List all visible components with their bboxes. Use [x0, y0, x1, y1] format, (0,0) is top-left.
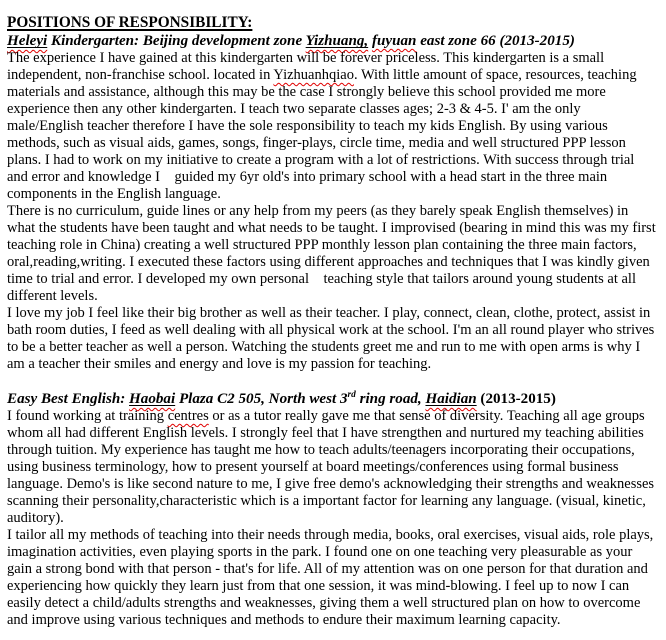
misspelled-word	[7, 33, 47, 49]
para-easy-best-1	[7, 408, 658, 527]
misspelled-word	[129, 391, 175, 407]
document-body	[7, 32, 658, 629]
text-run: There is no curriculum, guide lines or any help from my peers (as they barely speak English themselves) in what the students have been taught and what needs to be taught. I improvised (bearing in mind this was my first teaching role in China) creating a well structured PPP monthly lesson plan containing the three main factors, oral,reading,writing. I executed these factors using different approaches and techniques that I was kindly given time to trial and error. I developed my own personal teaching style that tailors around young students at all different levels.	[7, 203, 656, 304]
blank-line	[7, 373, 658, 390]
heading-easy-best-english	[7, 390, 658, 408]
misspelled-word: Heleyi	[7, 33, 48, 49]
text-run: Easy Best English:	[7, 391, 130, 407]
misspelled-word	[306, 33, 369, 49]
para-kindergarten-1	[7, 50, 658, 203]
heading-heleyi-kindergarten	[7, 32, 658, 50]
misspelled-word: Haidian	[425, 391, 477, 407]
text-run: (2013-2015)	[480, 391, 556, 407]
misspelled-word: Haobai	[129, 391, 176, 407]
misspelled-word	[425, 391, 476, 407]
text-run: or as a tutor really gave me that sense of diversity. Teaching all age groups whom all had different English levels. I strongly feel that I have strengthen and nurtured my teaching abilities through tuition. My experience has taught me how to teach adults/teenagers incorporating their occupations, using business terminology, how to present yourself at board meetings/conferences using formal business language. Demo's is like second nature to me, I give free demo's acknowledging their strengths and weaknesses scanning their personality,characteristic which is a important factor for learning any language. (visual, kinetic, auditory).	[7, 408, 655, 526]
text-run: I found working at training	[7, 408, 168, 424]
text-run: ring road,	[355, 391, 426, 407]
text-run: Kindergarten: Beijing development zone	[47, 33, 306, 49]
misspelled-word: Yizhuang,	[305, 33, 369, 49]
text-run: I love my job I feel like their big brother as well as their teacher. I play, connect, clean, clothe, protect, assist in bath room duties, I feed as well dealing with all physical work at the school. I'm an all round player who strives to be a better teacher as well a person. Watching the students greet me and run to me with open arms is why I am a teacher their smiles and energy and love is my passion for teaching.	[7, 305, 655, 372]
para-kindergarten-3	[7, 305, 658, 373]
text-run: east zone 66 (2013-2015)	[416, 33, 575, 49]
misspelled-word: fuyuan	[371, 33, 417, 49]
misspelled-word: Yizhuanhqiao	[273, 67, 354, 83]
misspelled-word: centres	[167, 408, 209, 424]
text-run: . With little amount of space, resources, teaching materials and assistance, although this may be the case I strongly believe this school provided me more experience then any other kindergarten. I teach two separate classes ages; 2-3 & 4-5. I' am the only male/English teacher therefore I have the sole responsibility to teach my kids English. By using various methods, such as visual aids, games, songs, finger-plays, circle time, media and well structured PPP lesson plans. I had to work on my initiative to create a program with a lot of restrictions. With success through trial and error and knowledge I guided my 6yr old's into primary school with a head start in the three main components in the English language.	[7, 67, 637, 202]
text-run: The experience I have gained at this kindergarten will be forever priceless. This kindergarten is a small independent, non-franchise school. located in	[7, 50, 605, 83]
text-run: rd	[347, 389, 356, 400]
document-title: POSITIONS OF RESPONSIBILITY:	[7, 14, 253, 31]
para-easy-best-2	[7, 527, 658, 629]
para-kindergarten-2	[7, 203, 658, 305]
text-run: Plaza C2 505, North west 3	[175, 391, 348, 407]
text-run: I tailor all my methods of teaching into their needs through media, books, oral exercises, visual aids, role plays, imagination activities, even playing sports in the park. I found one on one teaching very pleasurable as your gain a strong bond with that person - that's for life. All of my attention was on one person for that duration and experiencing how quickly they learn just from that one session, it was mind-blowing. I feel up to now I can easily detect a child/adults strengths and weaknesses, giving them a well structured plan on how to overcome and improve using various techniques and methods to endure their maximum learning capacity.	[7, 527, 654, 628]
